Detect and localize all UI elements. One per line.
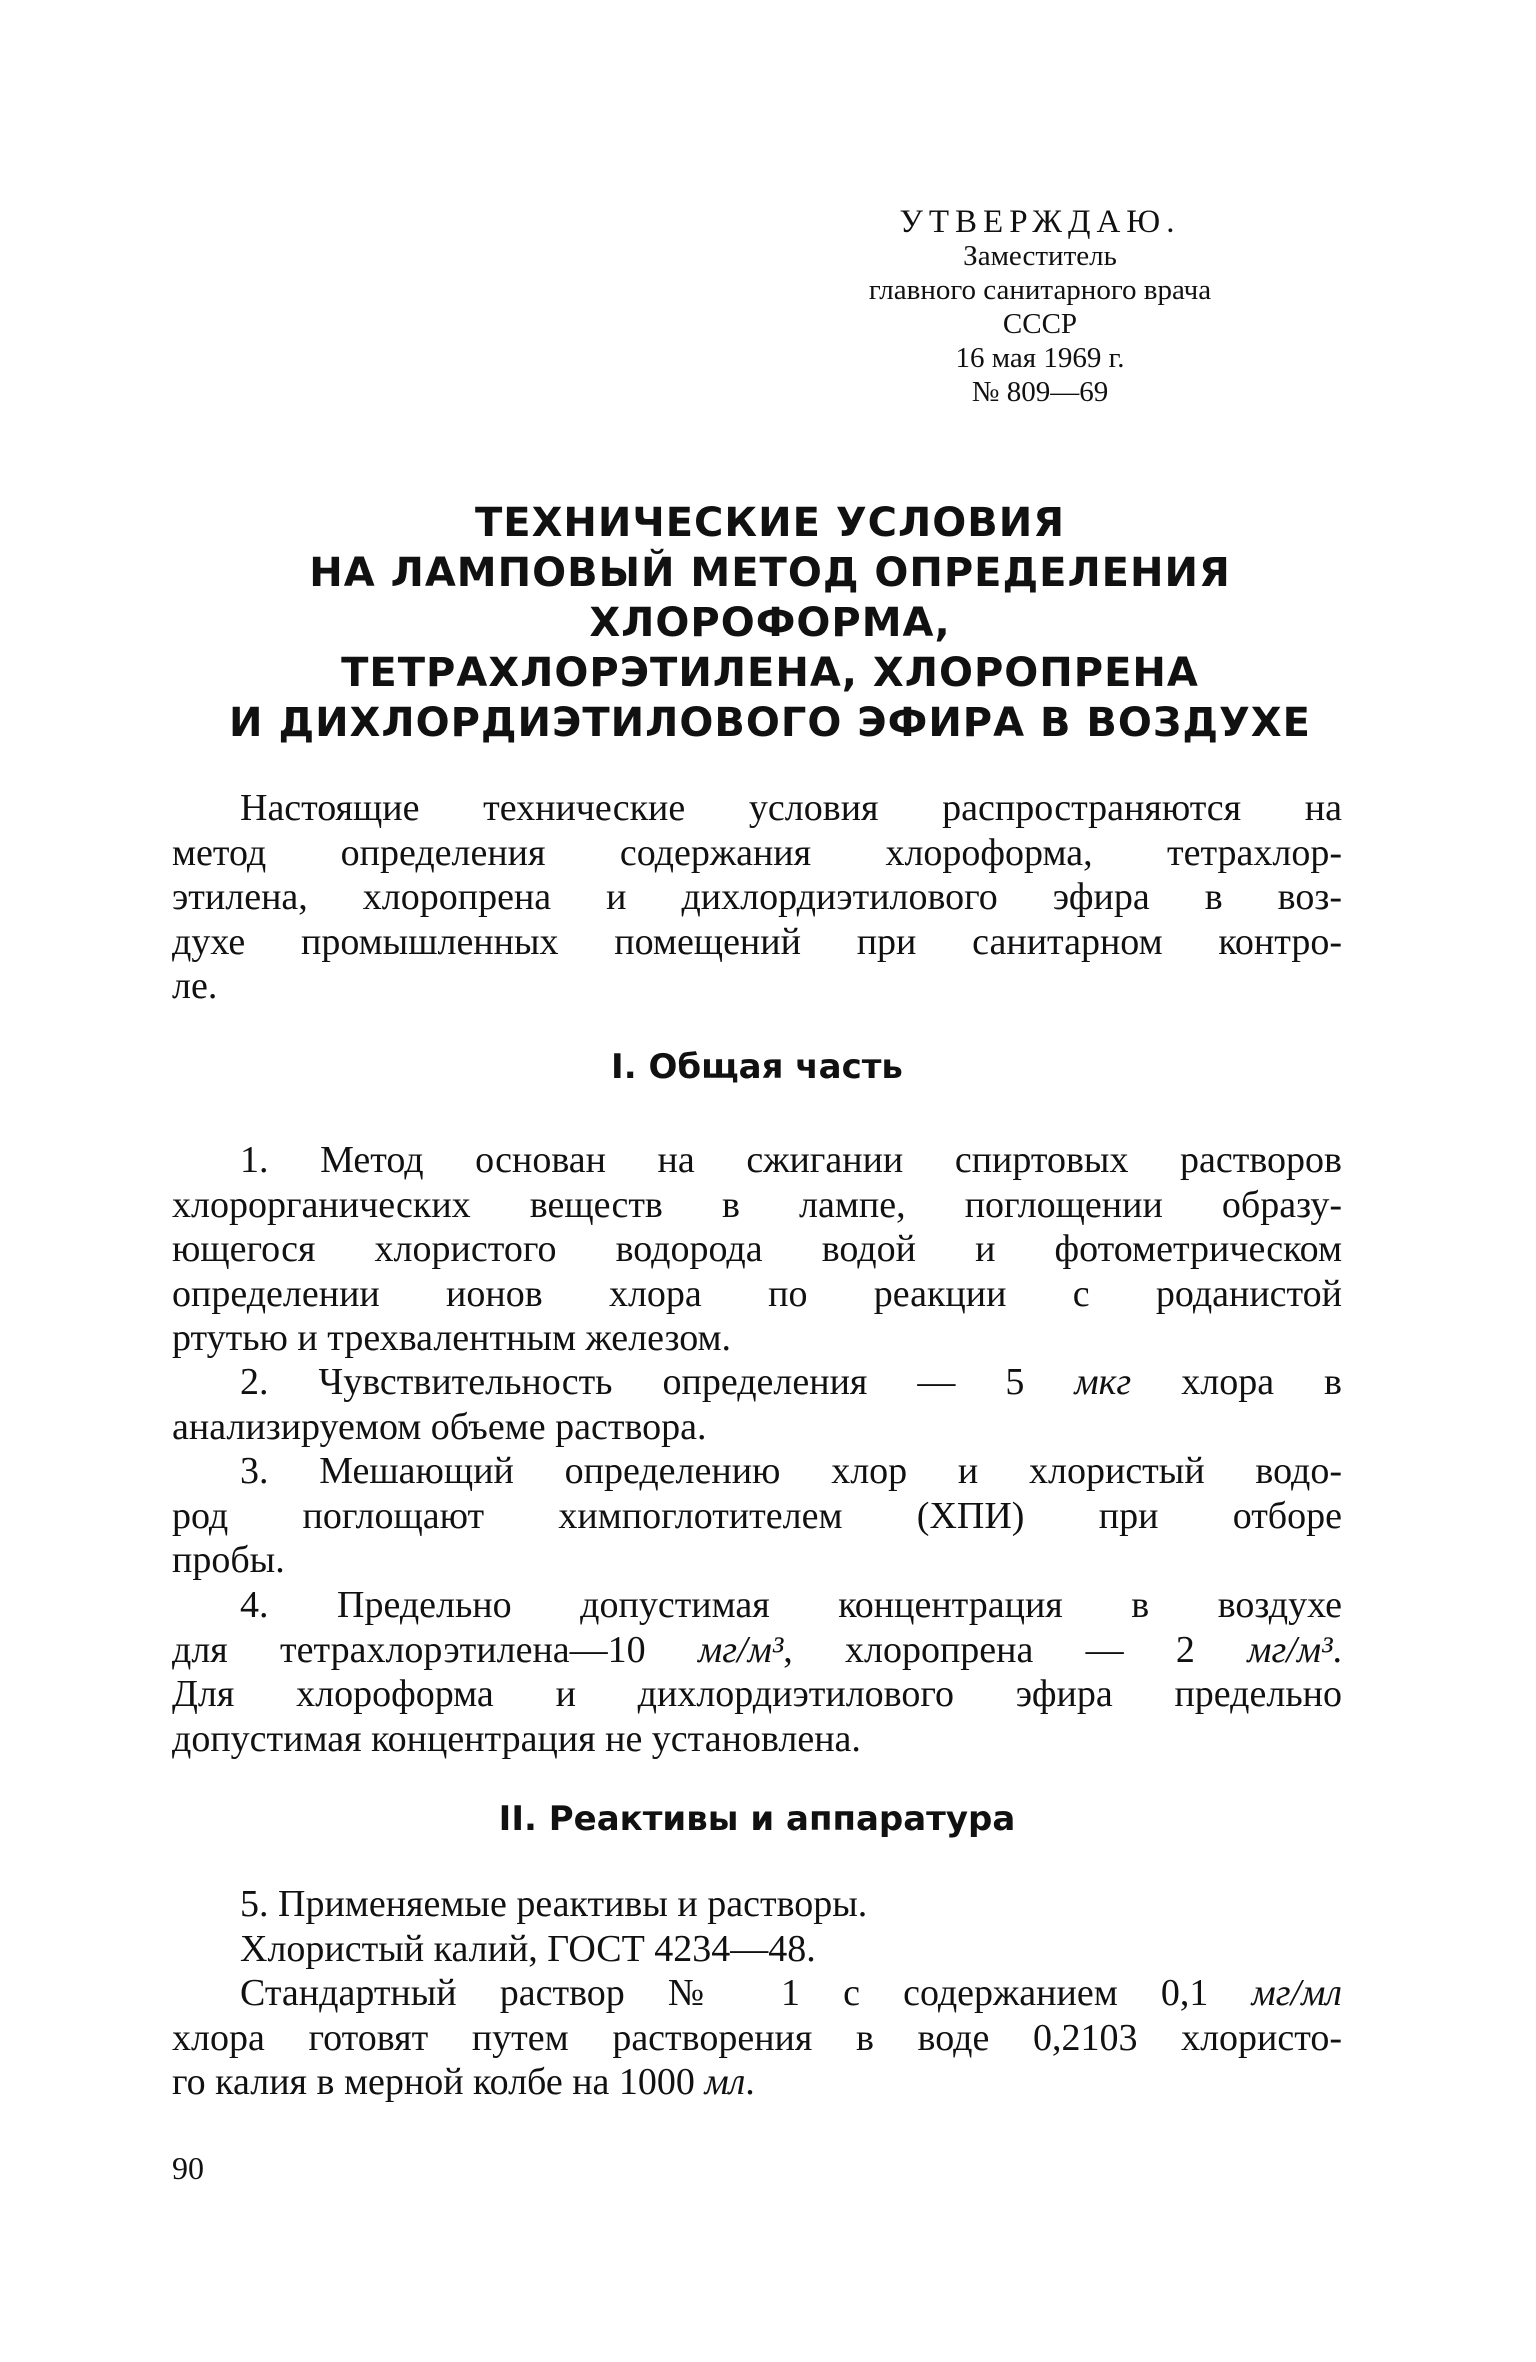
- approval-heading: УТВЕРЖДАЮ.: [899, 204, 1181, 240]
- text-line: для тетрахлорэтилена—10 мг/м³, хлоропрена — 2 мг/м³.: [172, 1628, 1342, 1671]
- unit-mg-ml: мг/мл: [1251, 1972, 1342, 2014]
- page-number: 90: [172, 2150, 204, 2186]
- approval-number: № 809—69: [971, 376, 1109, 408]
- paragraph-2: [172, 1360, 1342, 1449]
- text-line: ле.: [172, 965, 218, 1007]
- text-line: этилена, хлоропрена и дихлордиэтилового эфира в воз-: [172, 876, 1342, 918]
- text-line: род поглощают химпоглотителем (ХПИ) при отборе: [172, 1494, 1342, 1537]
- text-line: Стандартный раствор № 1 с содержанием 0,1 мг/мл: [240, 1972, 1342, 2014]
- text-line: определении ионов хлора по реакции с роданистой: [172, 1272, 1342, 1315]
- unit-mg-m3: мг/м³: [697, 1628, 784, 1671]
- text-line: ртутью и трехвалентным железом.: [172, 1317, 732, 1359]
- approval-date: 16 мая 1969 г.: [955, 342, 1125, 374]
- paragraph-1: [172, 1138, 1342, 1361]
- paragraph-7: [172, 1971, 1342, 2105]
- unit-mkg: мкг: [1074, 1361, 1132, 1403]
- title-line: ТЕТРАХЛОРЭТИЛЕНА, ХЛОРОПРЕНА: [341, 650, 1199, 696]
- section-heading-general: I. Общая часть: [611, 1047, 903, 1087]
- paragraph-4: [172, 1583, 1342, 1761]
- text-line: 2. Чувствительность определения — 5 мкг хлора в: [240, 1361, 1342, 1403]
- text-line: Настоящие технические условия распространяются на: [240, 787, 1342, 829]
- text-line: анализируемом объеме раствора.: [172, 1405, 707, 1448]
- approval-position: Заместитель: [963, 240, 1117, 272]
- text-line: го калия в мерной колбе на 1000 мл.: [172, 2061, 755, 2103]
- intro-paragraph: [172, 786, 1342, 1009]
- text-line: хлора готовят путем растворения в воде 0,2103 хлористо-: [172, 2016, 1342, 2059]
- text-line: 4. Предельно допустимая концентрация в воздухе: [240, 1584, 1342, 1626]
- approval-stamp: [780, 205, 1300, 409]
- title-line: И ДИХЛОРДИЭТИЛОВОГО ЭФИРА В ВОЗДУХЕ: [229, 700, 1311, 746]
- text-line: Для хлороформа и дихлордиэтилового эфира предельно: [172, 1673, 1342, 1715]
- text-line: ющегося хлористого водорода водой и фотометрическом: [172, 1228, 1342, 1270]
- text-line: допустимая концентрация не установлена.: [172, 1717, 861, 1760]
- text-line: духе промышленных помещений при санитарном контро-: [172, 920, 1342, 963]
- document-title: [150, 498, 1390, 748]
- text-line: 1. Метод основан на сжигании спиртовых растворов: [240, 1139, 1342, 1181]
- unit-ml: мл: [704, 2061, 746, 2103]
- title-line: НА ЛАМПОВЫЙ МЕТОД ОПРЕДЕЛЕНИЯ: [309, 550, 1231, 596]
- text-line: Хлористый калий, ГОСТ 4234—48.: [240, 1927, 816, 1970]
- text-line: 5. Применяемые реактивы и растворы.: [240, 1883, 868, 1925]
- approval-position-2: главного санитарного врача: [868, 274, 1212, 306]
- title-line: ХЛОРОФОРМА,: [589, 600, 951, 646]
- text-line: хлорорганических веществ в лампе, поглощении образу-: [172, 1183, 1342, 1226]
- text-line: метод определения содержания хлороформа, тетрахлор-: [172, 831, 1342, 874]
- text-line: 3. Мешающий определению хлор и хлористый водо-: [240, 1450, 1342, 1492]
- section-heading-reagents: II. Реактивы и аппаратура: [498, 1799, 1016, 1839]
- text-line: пробы.: [172, 1539, 285, 1581]
- unit-mg-m3: мг/м³: [1247, 1628, 1333, 1671]
- paragraph-3: [172, 1449, 1342, 1583]
- title-line: ТЕХНИЧЕСКИЕ УСЛОВИЯ: [474, 500, 1065, 546]
- approval-country: СССР: [1002, 308, 1078, 340]
- paragraph-5: [172, 1882, 1342, 1971]
